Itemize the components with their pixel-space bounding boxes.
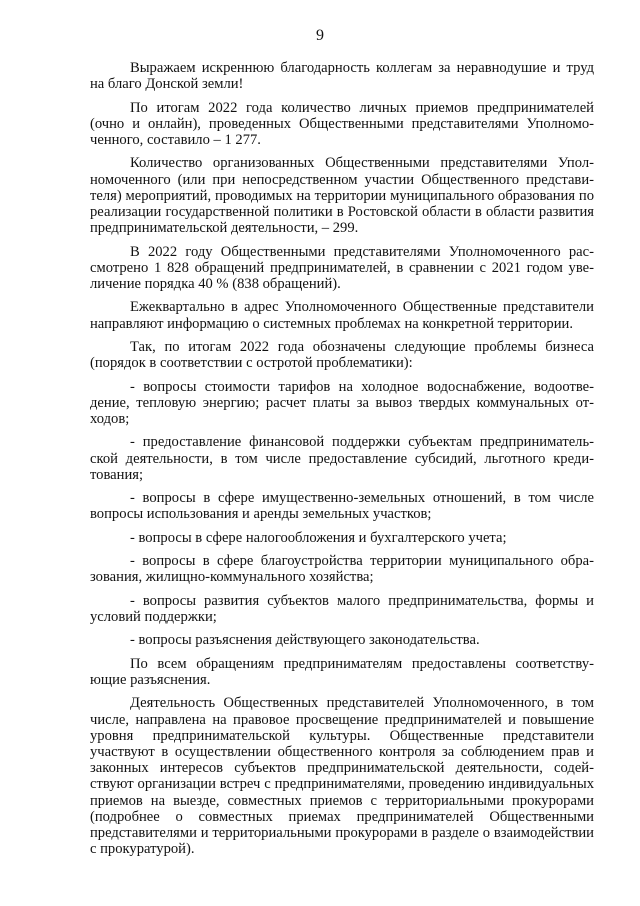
- document-body: [90, 60, 594, 865]
- list-item-land-relations: - вопросы в сфере имущественно-земельных отношений, в том числе вопросы использования и аренды земельных участков;: [90, 490, 594, 523]
- paragraph-problems-intro: Так, по итогам 2022 года обозначены следующие проблемы бизнеса (порядок в соответствии с остротой проблематики):: [90, 338, 594, 372]
- paragraph-appeals: В 2022 году Общественными представителями Уполномоченного рассмотрено 1 828 обращений предпринимателей, в сравнении с 2021 годом увеличение порядка 40 % (838 обращений).: [90, 243, 594, 292]
- paragraph-quarterly-reports: Ежеквартально в адрес Уполномоченного Общественные представители направляют информацию о системных проблемах на конкретной территории.: [90, 299, 594, 332]
- list-item-improvement: - вопросы в сфере благоустройства территории муниципального образования, жилищно-коммунального хозяйства;: [90, 553, 594, 586]
- paragraph-clarifications: По всем обращениям предпринимателям предоставлены соответствующие разъяснения.: [90, 655, 594, 688]
- paragraph-events: Количество организованных Общественными представителями Уполномоченного (или при непосредственном участии Общественного представителя) мероприятий, проводимых на территории муниципального образования по реализации государственной политики в Ростовской области в области развития предпринимательской деятельности, – 299.: [90, 155, 594, 237]
- list-item-legislation: - вопросы разъяснения действующего законодательства.: [130, 632, 480, 649]
- paragraph-personal-receptions: По итогам 2022 года количество личных приемов предпринимателей (очно и онлайн), проведенных Общественными представителями Уполномоченного, составило – 1 277.: [90, 99, 594, 148]
- list-item-financial-support: - предоставление финансовой поддержки субъектам предпринимательской деятельности, в том числе предоставление субсидий, льготного кредитования;: [90, 434, 594, 483]
- list-item-tariffs: - вопросы стоимости тарифов на холодное водоснабжение, водоотведение, тепловую энергию; расчет платы за вывоз твердых коммунальных отходов;: [90, 378, 594, 427]
- page-number: 9: [316, 27, 324, 44]
- list-item-taxation: - вопросы в сфере налогообложения и бухгалтерского учета;: [130, 529, 507, 546]
- paragraph-activity: Деятельность Общественных представителей Уполномоченного, в том числе, направлена на правовое просвещение предпринимателей и повышение уровня предпринимательской культуры. Общественные представители участвуют в осуществлении общественного контроля за соблюдением прав и законных интересов субъектов предпринимательской деятельности, содействуют организации встреч с предпринимателями, проведению индивидуальных приемов на выезде, совместных приемов с территориальными прокурорами (подробнее о совместных приемах предпринимателей Общественными представителями и территориальными прокурорами в разделе о взаимодействии с прокуратурой).: [90, 695, 594, 858]
- paragraph-gratitude: Выражаем искреннюю благодарность коллегам за неравнодушие и труд на благо Донской земли!: [90, 60, 594, 93]
- list-item-small-business: - вопросы развития субъектов малого предпринимательства, формы и условий поддержки;: [90, 592, 594, 625]
